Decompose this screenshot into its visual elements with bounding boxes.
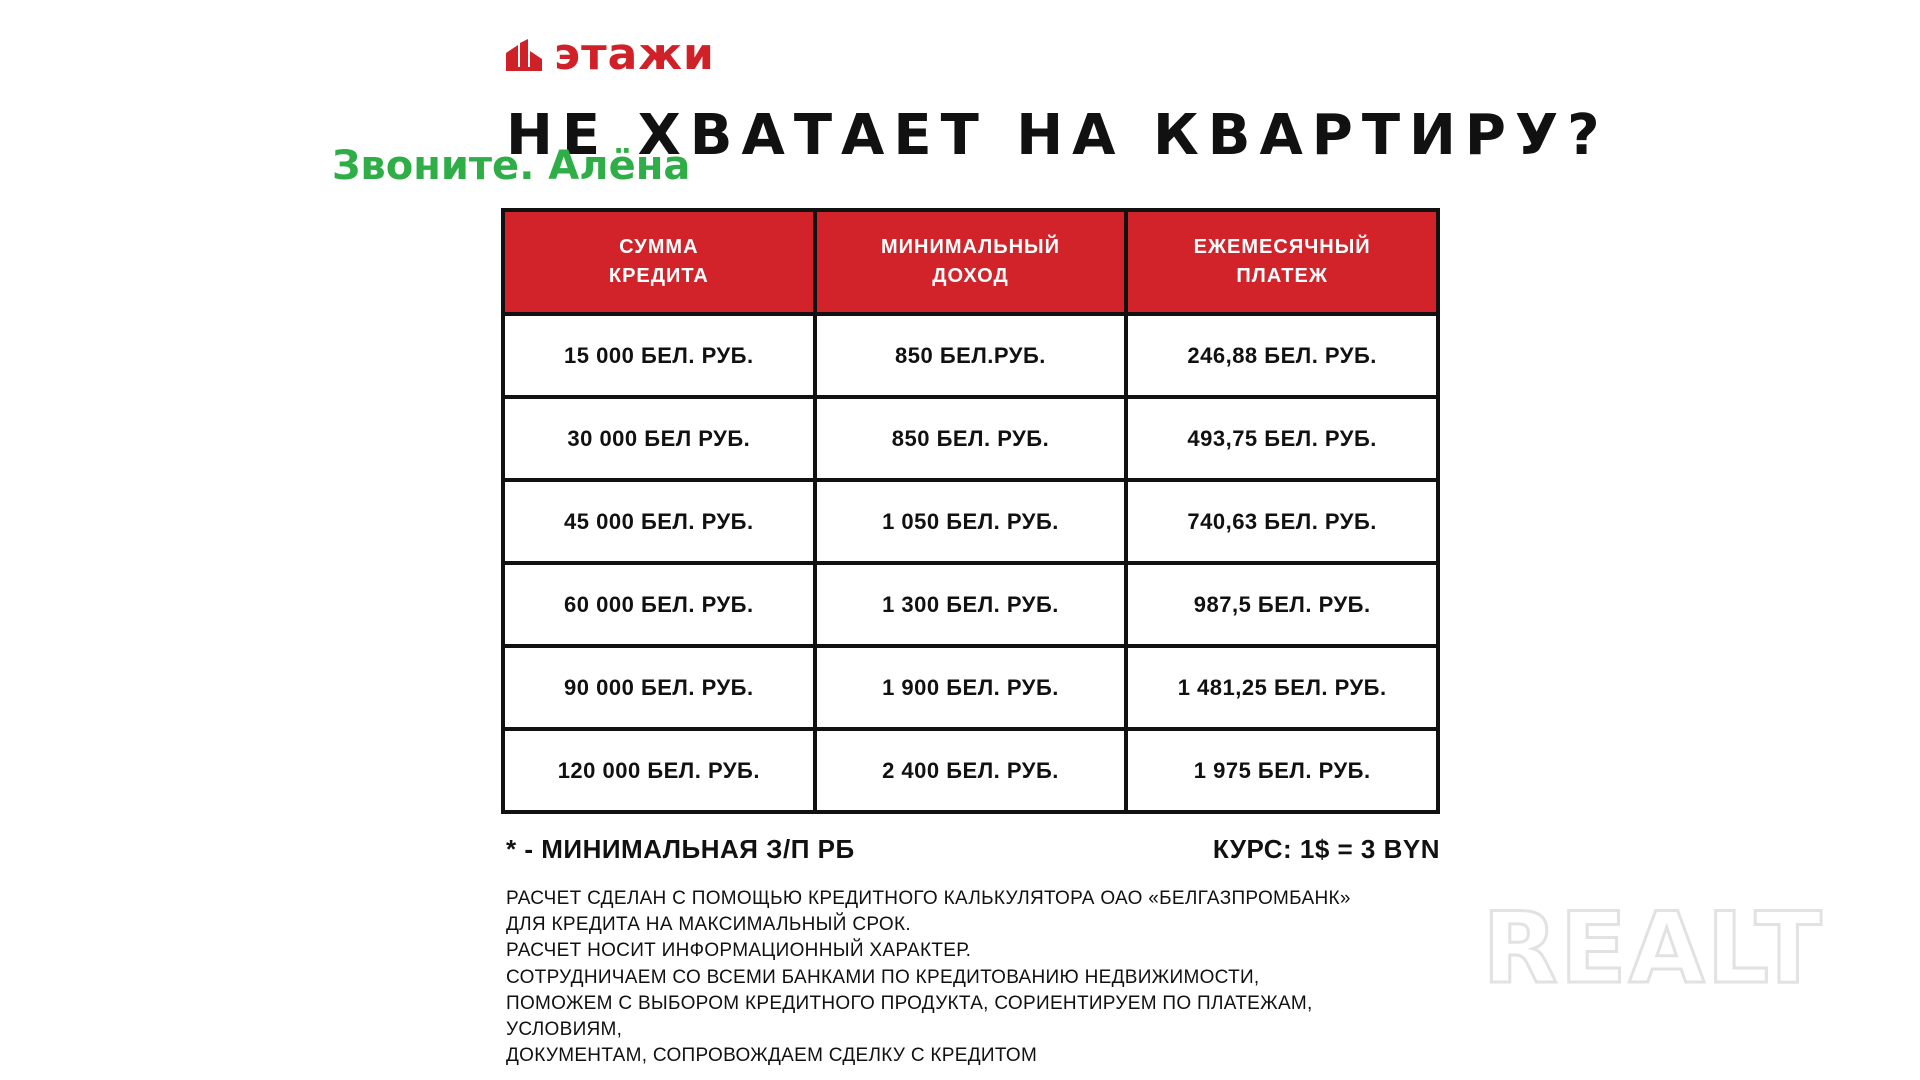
disclaimer-line: СОТРУДНИЧАЕМ СО ВСЕМИ БАНКАМИ ПО КРЕДИТОВАНИЮ НЕДВИЖИМОСТИ, bbox=[506, 966, 1260, 988]
page-title: НЕ ХВАТАЕТ НА КВАРТИРУ? bbox=[506, 103, 1609, 168]
contact-caption: Звоните. Алёна bbox=[332, 143, 691, 189]
cell-monthly-payment: 740,63 БЕЛ. РУБ. bbox=[1126, 480, 1438, 563]
cell-credit-amount: 60 000 БЕЛ. РУБ. bbox=[503, 563, 815, 646]
cell-min-income: 1 050 БЕЛ. РУБ. bbox=[815, 480, 1127, 563]
cell-monthly-payment: 1 975 БЕЛ. РУБ. bbox=[1126, 729, 1438, 812]
cell-monthly-payment: 1 481,25 БЕЛ. РУБ. bbox=[1126, 646, 1438, 729]
disclaimer-line: РАСЧЕТ СДЕЛАН С ПОМОЩЬЮ КРЕДИТНОГО КАЛЬКУЛЯТОРА ОАО «БЕЛГАЗПРОМБАНК» bbox=[506, 888, 1351, 909]
credit-table bbox=[501, 208, 1440, 814]
cell-credit-amount: 90 000 БЕЛ. РУБ. bbox=[503, 646, 815, 729]
cell-monthly-payment: 246,88 БЕЛ. РУБ. bbox=[1126, 314, 1438, 397]
cell-min-income: 1 900 БЕЛ. РУБ. bbox=[815, 646, 1127, 729]
cell-credit-amount: 30 000 БЕЛ РУБ. bbox=[503, 397, 815, 480]
header-min-income: МИНИМАЛЬНЫЙ ДОХОД bbox=[815, 210, 1127, 314]
table-header-row bbox=[503, 210, 1438, 314]
disclaimer-line: ПОМОЖЕМ С ВЫБОРОМ КРЕДИТНОГО ПРОДУКТА, СОРИЕНТИРУЕМ ПО ПЛАТЕЖАМ, bbox=[506, 992, 1313, 1014]
cell-credit-amount: 45 000 БЕЛ. РУБ. bbox=[503, 480, 815, 563]
realt-watermark-icon bbox=[1460, 892, 1846, 1006]
building-logo-icon bbox=[506, 39, 542, 71]
exchange-rate-note: КУРС: 1$ = 3 BYN bbox=[1212, 834, 1440, 864]
cell-monthly-payment: 987,5 БЕЛ. РУБ. bbox=[1126, 563, 1438, 646]
table-row bbox=[503, 480, 1438, 563]
table-row bbox=[503, 314, 1438, 397]
table-row bbox=[503, 397, 1438, 480]
disclaimer-line: ДОКУМЕНТАМ, СОПРОВОЖДАЕМ СДЕЛКУ С КРЕДИТОМ bbox=[506, 1045, 1038, 1067]
notes-row bbox=[506, 836, 1440, 862]
cell-min-income: 1 300 БЕЛ. РУБ. bbox=[815, 563, 1127, 646]
cell-credit-amount: 120 000 БЕЛ. РУБ. bbox=[503, 729, 815, 812]
disclaimer-line: ДЛЯ КРЕДИТА НА МАКСИМАЛЬНЫЙ СРОК. bbox=[506, 914, 911, 936]
brand-logo bbox=[506, 30, 715, 80]
cell-min-income: 2 400 БЕЛ. РУБ. bbox=[815, 729, 1127, 812]
disclaimer-line: РАСЧЕТ НОСИТ ИНФОРМАЦИОННЫЙ ХАРАКТЕР. bbox=[506, 940, 972, 962]
cell-credit-amount: 15 000 БЕЛ. РУБ. bbox=[503, 314, 815, 397]
disclaimer-text bbox=[506, 886, 1446, 1069]
disclaimer-line: УСЛОВИЯМ, bbox=[506, 1019, 623, 1041]
cell-min-income: 850 БЕЛ.РУБ. bbox=[815, 314, 1127, 397]
min-wage-note: * - МИНИМАЛЬНАЯ З/П РБ bbox=[506, 834, 855, 864]
table-row bbox=[503, 646, 1438, 729]
table-row bbox=[503, 563, 1438, 646]
table-row bbox=[503, 729, 1438, 812]
cell-min-income: 850 БЕЛ. РУБ. bbox=[815, 397, 1127, 480]
cell-monthly-payment: 493,75 БЕЛ. РУБ. bbox=[1126, 397, 1438, 480]
watermark-text: REALT bbox=[1482, 892, 1824, 1006]
logo-text: этажи bbox=[554, 29, 715, 80]
header-monthly-payment: ЕЖЕМЕСЯЧНЫЙ ПЛАТЕЖ bbox=[1126, 210, 1438, 314]
header-credit-amount: СУММА КРЕДИТА bbox=[503, 210, 815, 314]
